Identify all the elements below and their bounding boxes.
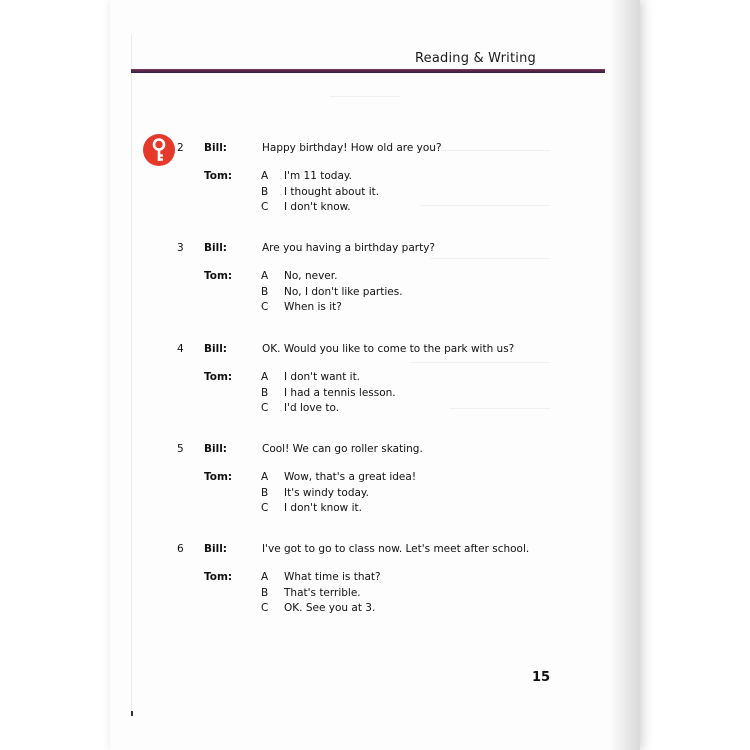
- option-text: Wow, that's a great idea!: [284, 471, 417, 483]
- key-icon: [143, 134, 175, 166]
- option-letter: A: [261, 371, 269, 383]
- option-text: I don't know.: [284, 201, 351, 213]
- question-number: 6: [177, 543, 184, 555]
- show-through: [410, 362, 550, 363]
- option-text: No, I don't like parties.: [284, 286, 403, 298]
- speaker-tom: Tom:: [204, 270, 233, 282]
- option-letter: B: [261, 587, 269, 599]
- bill-line: I've got to go to class now. Let's meet after school.: [262, 543, 530, 555]
- option-text: When is it?: [284, 301, 342, 313]
- speaker-bill: Bill:: [204, 443, 227, 455]
- page-number: 15: [532, 670, 551, 685]
- show-through: [330, 96, 400, 97]
- page-edge-shadow: [610, 0, 640, 750]
- option-text: I had a tennis lesson.: [284, 387, 396, 399]
- option-text: No, never.: [284, 270, 338, 282]
- option-text: I thought about it.: [284, 186, 380, 198]
- question-number: 3: [177, 242, 184, 254]
- option-text: OK. See you at 3.: [284, 602, 376, 614]
- option-letter: A: [261, 571, 269, 583]
- option-text: That's terrible.: [284, 587, 361, 599]
- book-page: [110, 0, 640, 750]
- question-number: 2: [177, 142, 184, 154]
- option-letter: C: [261, 502, 269, 514]
- bill-line: OK. Would you like to come to the park with us?: [262, 343, 515, 355]
- speaker-tom: Tom:: [204, 571, 233, 583]
- speaker-tom: Tom:: [204, 170, 233, 182]
- option-letter: B: [261, 487, 269, 499]
- bill-line: Are you having a birthday party?: [262, 242, 435, 254]
- option-letter: A: [261, 270, 269, 282]
- option-text: I don't want it.: [284, 371, 361, 383]
- option-letter: A: [261, 170, 269, 182]
- speaker-bill: Bill:: [204, 343, 227, 355]
- section-title: Reading & Writing: [415, 51, 536, 66]
- header-rule: [131, 69, 605, 73]
- question-number: 4: [177, 343, 184, 355]
- speaker-bill: Bill:: [204, 543, 227, 555]
- option-letter: C: [261, 201, 269, 213]
- option-letter: C: [261, 301, 269, 313]
- option-letter: C: [261, 402, 269, 414]
- show-through: [430, 258, 550, 259]
- option-letter: A: [261, 471, 269, 483]
- show-through: [420, 205, 550, 206]
- option-text: What time is that?: [284, 571, 381, 583]
- page-margin-line: [131, 35, 132, 715]
- page-mark: [131, 711, 133, 716]
- speaker-tom: Tom:: [204, 471, 233, 483]
- speaker-tom: Tom:: [204, 371, 233, 383]
- option-letter: B: [261, 186, 269, 198]
- speaker-bill: Bill:: [204, 242, 227, 254]
- option-letter: B: [261, 286, 269, 298]
- option-letter: B: [261, 387, 269, 399]
- speaker-bill: Bill:: [204, 142, 227, 154]
- show-through: [440, 150, 550, 151]
- option-text: I don't know it.: [284, 502, 362, 514]
- bill-line: Happy birthday! How old are you?: [262, 142, 442, 154]
- show-through: [450, 408, 550, 409]
- question-number: 5: [177, 443, 184, 455]
- bill-line: Cool! We can go roller skating.: [262, 443, 423, 455]
- option-letter: C: [261, 602, 269, 614]
- option-text: I'd love to.: [284, 402, 340, 414]
- option-text: I'm 11 today.: [284, 170, 352, 182]
- option-text: It's windy today.: [284, 487, 369, 499]
